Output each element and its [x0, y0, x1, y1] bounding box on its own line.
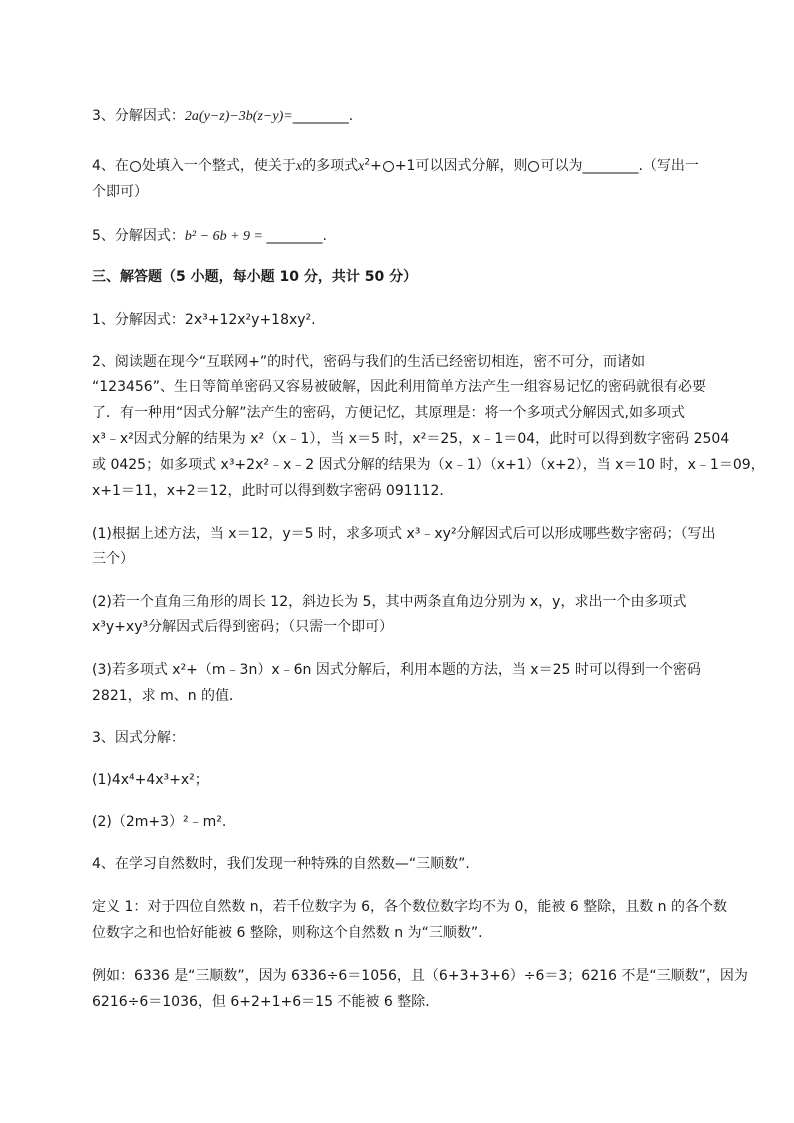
- sub-question-3: 2821，求 m、n 的值．: [92, 688, 244, 704]
- solve-question-2-line: “123456”、生日等简单密码又容易被破解，因此利用简单方法产生一组容易记忆的密码就很有必要: [92, 379, 706, 395]
- example-line: 例如：6336 是“三顺数”，因为 6336÷6＝1056，且（6+3+3+6）÷6＝3；6216 不是“三顺数”，因为: [92, 968, 748, 984]
- circle-placeholder-icon: [528, 161, 539, 172]
- q5-expression: b² − 6b + 9 =: [184, 229, 267, 244]
- q4-text-3: 的多项式: [302, 158, 359, 174]
- solve-question-3-item-1: (1)4x⁴+4x³+x²；: [92, 772, 209, 788]
- q4-text-1: 4、在: [92, 158, 129, 174]
- q4-expr-tail: +1: [394, 158, 416, 174]
- solve-question-4: 4、在学习自然数时，我们发现一种特殊的自然数—“三顺数”.: [92, 856, 470, 872]
- question-4: [92, 156, 752, 177]
- q5-blank: ________: [266, 228, 323, 244]
- question-4-line-2: 个即可）: [92, 184, 148, 200]
- definition-line: 位数字之和也恰好能被 6 整除，则称这个自然数 n 为“三顺数”.: [92, 925, 483, 941]
- circle-placeholder-icon: [383, 161, 394, 172]
- q4-expr-base: x: [358, 159, 365, 174]
- question-3: [92, 106, 752, 127]
- solve-question-2-line: 了．有一种用“因式分解”法产生的密码，方便记忆，其原理是：将一个多项式分解因式,如多项式: [92, 405, 685, 421]
- sub-question-1: (1)根据上述方法，当 x＝12，y＝5 时，求多项式 x³﹣xy²分解因式后可以形成哪些数字密码；（写出: [92, 526, 716, 542]
- question-5: [92, 226, 752, 247]
- q4-text-2: 处填入一个整式，使关于: [141, 158, 296, 174]
- q3-blank: ________: [292, 108, 349, 124]
- sub-question-3: (3)若多项式 x²+（m﹣3n）x﹣6n 因式分解后，利用本题的方法，当 x＝25 时可以得到一个密码: [92, 662, 701, 678]
- q4-blank: ________: [582, 158, 639, 174]
- q4-text-6: .（写出一: [638, 158, 699, 174]
- sub-question-2: (2)若一个直角三角形的周长 12，斜边长为 5，其中两条直角边分别为 x，y，求出一个由多项式: [92, 594, 687, 610]
- q4-text-5: 可以为: [540, 158, 583, 174]
- sub-question-2: x³y+xy³分解因式后得到密码；（只需一个即可）: [92, 619, 394, 635]
- q5-prefix: 5、分解因式：: [92, 228, 185, 244]
- q3-prefix: 3、分解因式：: [92, 108, 185, 124]
- sub-question-1: 三个）: [92, 551, 134, 567]
- q4-variable: x: [295, 159, 303, 174]
- q3-end: .: [348, 108, 354, 124]
- solve-question-2-line: x³﹣x²因式分解的结果为 x²（x﹣1），当 x＝5 时，x²＝25，x﹣1＝04，此时可以得到数字密码 2504: [92, 431, 730, 447]
- example-line: 6216÷6＝1036，但 6+2+1+6＝15 不能被 6 整除．: [92, 994, 440, 1010]
- circle-placeholder-icon: [130, 161, 141, 172]
- solve-question-3: 3、因式分解：: [92, 730, 185, 746]
- solve-question-3-item-2: (2)（2m+3）²﹣m².: [92, 814, 227, 830]
- definition-line: 定义 1：对于四位自然数 n，若千位数字为 6，各个数位数字均不为 0，能被 6 整除，且数 n 的各个数: [92, 899, 727, 915]
- solve-question-2-line: x+1＝11，x+2＝12，此时可以得到数字密码 091112．: [92, 483, 454, 499]
- q4-expr-plus: +: [370, 158, 382, 174]
- section-3-heading: 三、解答题（5 小题，每小题 10 分，共计 50 分）: [92, 269, 418, 285]
- q4-text-4: 可以因式分解，则: [415, 158, 528, 174]
- solve-question-2-line: 或 0425；如多项式 x³+2x²﹣x﹣2 因式分解的结果为（x﹣1）（x+1）（x+2），当 x＝10 时，x﹣1＝09，: [92, 457, 765, 473]
- solve-question-2-line: 2、阅读题在现今“互联网+”的时代，密码与我们的生活已经密切相连，密不可分，而诸如: [92, 354, 646, 370]
- solve-question-1: 1、分解因式：2x³+12x²y+18xy².: [92, 312, 316, 328]
- q3-expression: 2a(y−z)−3b(z−y)=: [184, 109, 293, 124]
- q5-end: .: [322, 228, 327, 244]
- q4-expr-exponent: 2: [364, 157, 371, 168]
